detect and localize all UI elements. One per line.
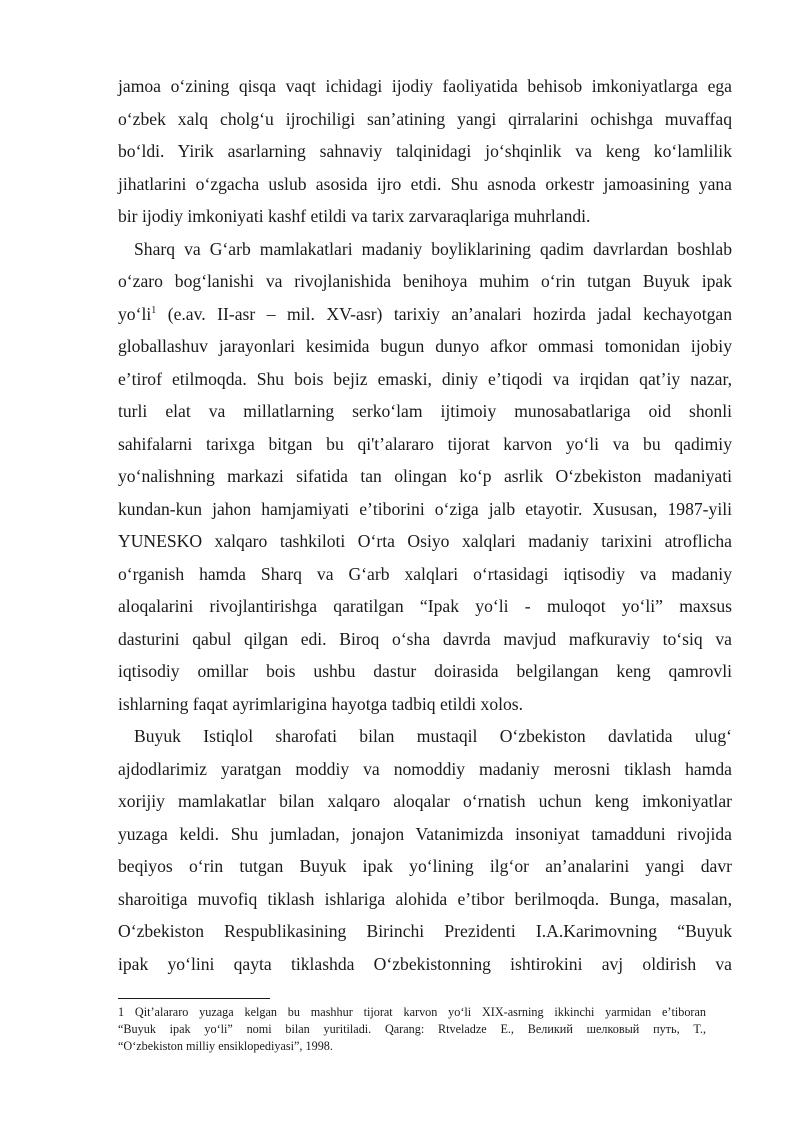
document-body	[118, 70, 732, 980]
text-line: ipak yoʻlini qayta tiklashda Oʻzbekistonning ishtirokini avj oldirish va	[118, 953, 732, 974]
text-line: Sharq va Gʻarb mamlakatlari madaniy boyliklarining qadim davrlardan boshlab	[134, 238, 732, 259]
text-line-with-footnote	[118, 298, 732, 331]
footnote-reference[interactable]: 1	[151, 304, 157, 316]
text-line: bir ijodiy imkoniyati kashf etildi va tarix zarvaraqlariga muhrlandi.	[118, 206, 591, 226]
text-line: dasturini qabul qilgan edi. Biroq oʻsha davrda mavjud mafkuraviy toʻsiq va	[118, 628, 732, 649]
footnotes	[118, 1004, 706, 1055]
footnote-line: “Oʻzbekiston milliy ensiklopediyasi”, 1998.	[118, 1039, 333, 1053]
text-line: oʻzaro bogʻlanishi va rivojlanishida benihoya muhim oʻrin tutgan Buyuk ipak	[118, 271, 732, 291]
text-line: oʻzbek xalq cholgʻu ijrochiligi sanʼatining yangi qirralarini ochishga muvaffaq	[118, 108, 732, 129]
text-line: globallashuv jarayonlari kesimida bugun dunyo afkor ommasi tomonidan ijobiy	[118, 336, 732, 356]
text-line: sahifalarni tarixga bitgan bu qi'tʼalararo tijorat karvon yoʻli va bu qadimiy	[118, 433, 732, 454]
text-line: Oʻzbekiston Respublikasining Birinchi Prezidenti I.A.Karimovning “Buyuk	[118, 921, 732, 941]
text-line: oʻrganish hamda Sharq va Gʻarb xalqlari oʻrtasidagi iqtisodiy va madaniy	[118, 563, 732, 584]
text-line: ajdodlarimiz yaratgan moddiy va nomoddiy madaniy merosni tiklash hamda	[118, 758, 732, 779]
text-line: sharoitiga muvofiq tiklash ishlariga alohida eʼtibor berilmoqda. Bunga, masalan,	[118, 888, 732, 909]
paragraph-1	[118, 70, 732, 233]
text-line: turli elat va millatlarning serkoʻlam ijtimoiy munosabatlariga oid shonli	[118, 401, 732, 421]
text-line: kundan-kun jahon hamjamiyati eʼtiborini oʻziga jalb etayotir. Xususan, 1987-yili	[118, 498, 732, 519]
text-line: aloqalarini rivojlantirishga qaratilgan “Ipak yoʻli - muloqot yoʻli” maxsus	[118, 596, 732, 616]
footnote-line: “Buyuk ipak yoʻli” nomi bilan yuritiladi. Qarang: Rtveladze E., Великий шелковый путь, T.,	[118, 1022, 706, 1036]
text-segment: yoʻli	[118, 303, 152, 324]
text-line: jamoa oʻzining qisqa vaqt ichidagi ijodiy faoliyatida behisob imkoniyatlarga ega	[118, 76, 732, 96]
text-line: beqiyos oʻrin tutgan Buyuk ipak yoʻlining ilgʻor anʼanalarini yangi davr	[118, 856, 732, 876]
footnote-line: 1 Qitʼalararo yuzaga kelgan bu mashhur tijorat karvon yoʻli XIX-asrning ikkinchi yarmidan eʼtiboran	[118, 1005, 706, 1019]
text-line: eʼtirof etilmoqda. Shu bois bejiz emaski, diniy eʼtiqodi va irqidan qatʼiy nazar,	[118, 368, 732, 389]
text-line: boʻldi. Yirik asarlarning sahnaviy talqinidagi joʻshqinlik va keng koʻlamlilik	[118, 141, 732, 161]
paragraph-2	[118, 233, 732, 721]
text-line: xorijiy mamlakatlar bilan xalqaro aloqalar oʻrnatish uchun keng imkoniyatlar	[118, 791, 732, 811]
text-line: yuzaga keldi. Shu jumladan, jonajon Vatanimizda insoniyat tamadduni rivojida	[118, 823, 732, 844]
paragraph-3	[118, 720, 732, 980]
text-line: yoʻnalishning markazi sifatida tan olingan koʻp asrlik Oʻzbekiston madaniyati	[118, 466, 732, 486]
text-line: YUNESKO xalqaro tashkiloti Oʻrta Osiyo xalqlari madaniy tarixini atroflicha	[118, 531, 732, 551]
text-segment: (e.av. II-asr – mil. XV-asr) tarixiy anʼanalari hozirda jadal kechayotgan	[156, 303, 732, 324]
text-line: ishlarning faqat ayrimlarigina hayotga tadbiq etildi xolos.	[118, 693, 524, 714]
footnote-separator	[118, 998, 270, 999]
text-line: jihatlarini oʻzgacha uslub asosida ijro etdi. Shu asnoda orkestr jamoasining yana	[118, 173, 732, 194]
text-line: Buyuk Istiqlol sharofati bilan mustaqil Oʻzbekiston davlatida ulugʻ	[134, 726, 732, 746]
text-line: iqtisodiy omillar bois ushbu dastur doirasida belgilangan keng qamrovli	[118, 661, 732, 681]
